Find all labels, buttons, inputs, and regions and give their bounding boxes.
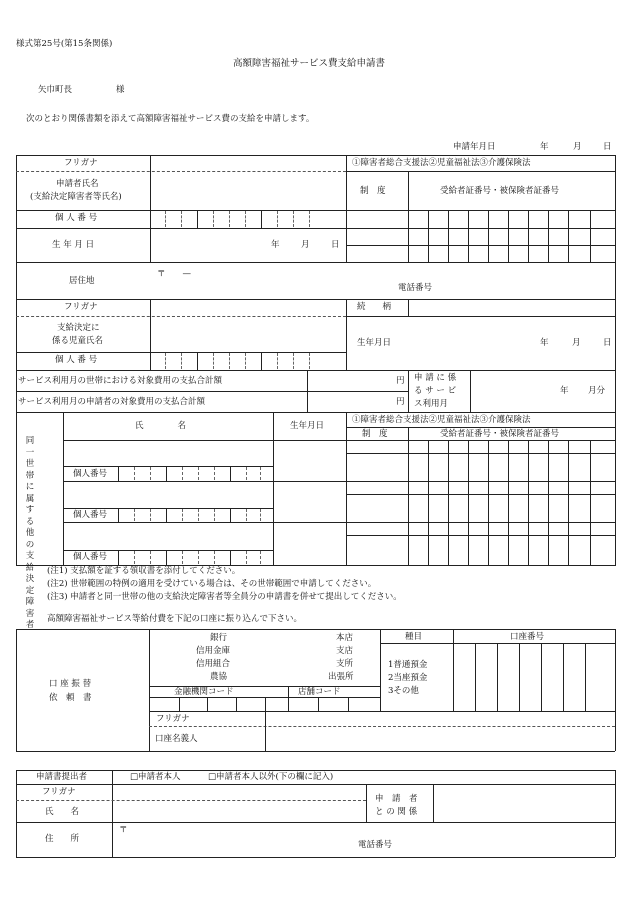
child-name-label: 支給決定に xyxy=(57,323,100,333)
kind-ordinary[interactable]: 1普通預金 xyxy=(388,660,428,670)
submitter-relation-label-1: 申 請 者 xyxy=(375,794,418,804)
form-number: 様式第25号(第15条関係) xyxy=(16,39,113,49)
household-name-header: 氏 名 xyxy=(135,421,187,431)
submitter-address-label: 住 所 xyxy=(45,834,80,844)
bank-label-2: 依 頼 書 xyxy=(49,693,92,703)
account-kind-label: 種目 xyxy=(405,632,423,642)
child-personal-number-label: 個 人 番 号 xyxy=(55,355,98,365)
service-month-label-2: る サ ー ビ xyxy=(414,386,457,396)
branch-code-label: 店舗コード xyxy=(298,687,341,697)
applicant-seido-label: 制 度 xyxy=(360,186,386,196)
child-birthdate-label: 生年月日 xyxy=(357,338,392,348)
service-month-label-3: ス利用月 xyxy=(414,399,449,409)
applicant-cert-number-label: 受給者証番号・被保険者証番号 xyxy=(440,186,560,196)
holder-name-label: 口座名義人 xyxy=(155,734,198,744)
child-birth-day[interactable]: 日 xyxy=(603,338,612,348)
note-1: (注1) 支払額を証する領収書を添付してください。 xyxy=(47,566,241,576)
household-personal-number-label-1: 個人番号 xyxy=(73,469,108,479)
child-birth-month[interactable]: 月 xyxy=(572,338,581,348)
applicant-total-yen: 円 xyxy=(396,397,405,407)
bank-code-label: 金融機関コード xyxy=(174,687,234,697)
note-2: (注2) 世帯範囲の特例の適用を受けている場合は、その世帯範囲で申請してください。 xyxy=(47,579,377,589)
applicant-name-sublabel: (支給決定障害者等氏名) xyxy=(30,192,122,202)
submitter-label: 申請書提出者 xyxy=(36,772,88,782)
holder-furigana-label: フリガナ xyxy=(156,714,190,724)
application-date-year[interactable]: 年 xyxy=(540,142,549,152)
institution-shinkumi[interactable]: 信用組合 xyxy=(196,659,231,669)
branch-main[interactable]: 本店 xyxy=(336,633,354,643)
institution-shinkin[interactable]: 信用金庫 xyxy=(196,646,231,656)
applicant-phone-label: 電話番号 xyxy=(398,283,433,293)
kind-other[interactable]: 3その他 xyxy=(388,686,419,696)
household-cert-number-label: 受給者証番号・被保険者証番号 xyxy=(440,429,560,439)
applicant-law-options: ①障害者総合支援法②児童福祉法③介護保険法 xyxy=(352,158,531,168)
household-total-yen: 円 xyxy=(396,376,405,386)
applicant-postal-code[interactable]: 〒 — xyxy=(157,269,192,279)
branch-office[interactable]: 支所 xyxy=(336,659,354,669)
application-date-month[interactable]: 月 xyxy=(573,142,582,152)
applicant-birth-month[interactable]: 月 xyxy=(301,240,310,250)
household-side-label: 同一世帯に属する他の支給決定障害者 xyxy=(25,436,35,630)
child-birth-year[interactable]: 年 xyxy=(540,338,549,348)
addressee: 矢巾町長 xyxy=(38,85,73,95)
child-name-sublabel: 係る児童氏名 xyxy=(52,336,104,346)
submitter-relation-label-2: と の 関 係 xyxy=(375,807,418,817)
application-date-day[interactable]: 日 xyxy=(603,142,612,152)
service-month-year[interactable]: 年 xyxy=(560,386,569,396)
bank-label-1: 口 座 振 替 xyxy=(49,679,92,689)
service-month-month[interactable]: 月分 xyxy=(588,386,606,396)
submitter-option-other[interactable]: □申請者本人以外(下の欄に記入) xyxy=(208,772,334,782)
branch-branch[interactable]: 支店 xyxy=(336,646,354,656)
kind-current[interactable]: 2当座預金 xyxy=(388,673,428,683)
household-personal-number-label-3: 個人番号 xyxy=(73,552,108,562)
applicant-birth-day[interactable]: 日 xyxy=(331,240,340,250)
applicant-address-label: 居住地 xyxy=(69,276,95,286)
account-number-label: 口座番号 xyxy=(510,632,545,642)
household-personal-number-label-2: 個人番号 xyxy=(73,510,108,520)
service-month-label-1: 申 請 に 係 xyxy=(414,373,457,383)
child-relation-label: 続 柄 xyxy=(357,302,392,312)
applicant-birthdate-label: 生 年 月 日 xyxy=(52,240,95,250)
form-title: 高額障害福祉サービス費支給申請書 xyxy=(233,58,386,69)
submitter-postal-code[interactable]: 〒 xyxy=(119,825,128,835)
household-total-label: サービス利用月の世帯における対象費用の支払合計額 xyxy=(18,376,223,386)
application-date-label: 申請年月日 xyxy=(453,142,496,152)
applicant-furigana-label: フリガナ xyxy=(64,158,98,168)
submitter-name-label: 氏 名 xyxy=(45,807,80,817)
institution-nokyo[interactable]: 農協 xyxy=(210,672,228,682)
household-law-options: ①障害者総合支援法②児童福祉法③介護保険法 xyxy=(352,415,531,425)
intro-text: 次のとおり関係書類を添えて高額障害福祉サービス費の支給を申請します。 xyxy=(26,114,315,124)
branch-sub-office[interactable]: 出張所 xyxy=(328,672,354,682)
addressee-honorific: 様 xyxy=(116,85,125,95)
bank-instruction: 高額障害福祉サービス等給付費を下記の口座に振り込んで下さい。 xyxy=(47,614,303,624)
submitter-option-self[interactable]: □申請者本人 xyxy=(130,772,181,782)
applicant-total-label: サービス利用月の申請者の対象費用の支払合計額 xyxy=(18,397,206,407)
household-seido-label: 制 度 xyxy=(362,429,388,439)
note-3: (注3) 申請者と同一世帯の他の支給決定障害者等全員分の申請書を併せて提出してください。 xyxy=(47,592,402,602)
applicant-name-label: 申請者氏名 xyxy=(56,179,99,189)
institution-bank[interactable]: 銀行 xyxy=(210,633,228,643)
submitter-furigana-label: フリガナ xyxy=(42,787,76,797)
submitter-phone-label: 電話番号 xyxy=(358,840,393,850)
household-birthdate-header: 生年月日 xyxy=(290,421,325,431)
child-furigana-label: フリガナ xyxy=(64,302,98,312)
applicant-personal-number-label: 個 人 番 号 xyxy=(55,213,98,223)
applicant-birth-year[interactable]: 年 xyxy=(271,240,280,250)
